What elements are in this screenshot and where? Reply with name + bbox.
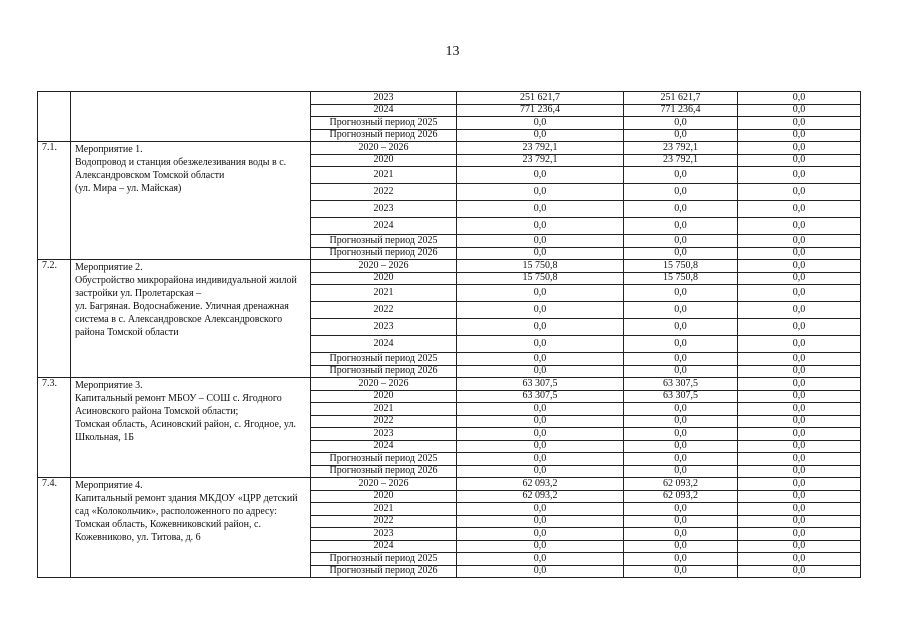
total-value-cell: 0,0: [457, 515, 624, 528]
other-value-cell: 0,0: [738, 117, 861, 130]
period-cell: 2020: [311, 154, 457, 167]
other-value-cell: 0,0: [738, 553, 861, 566]
total-value-cell: 0,0: [457, 285, 624, 302]
measure-description: [71, 142, 311, 260]
period-cell: Прогнозный период 2025: [311, 235, 457, 248]
federal-value-cell: 15 750,8: [624, 260, 738, 273]
period-cell: 2022: [311, 302, 457, 319]
federal-value-cell: 0,0: [624, 201, 738, 218]
period-cell: 2024: [311, 540, 457, 553]
federal-value-cell: 15 750,8: [624, 272, 738, 285]
other-value-cell: 0,0: [738, 440, 861, 453]
period-cell: 2020 – 2026: [311, 260, 457, 273]
period-cell: 2021: [311, 167, 457, 184]
period-cell: Прогнозный период 2026: [311, 247, 457, 260]
other-value-cell: 0,0: [738, 478, 861, 491]
measure-description: [71, 378, 311, 478]
period-cell: 2020 – 2026: [311, 378, 457, 391]
budget-table: [37, 91, 861, 578]
total-value-cell: 0,0: [457, 540, 624, 553]
total-value-cell: 0,0: [457, 403, 624, 416]
measure-description-line: (ул. Мира – ул. Майская): [75, 183, 182, 194]
period-cell: 2020 – 2026: [311, 478, 457, 491]
other-value-cell: 0,0: [738, 465, 861, 478]
federal-value-cell: 0,0: [624, 453, 738, 466]
page-number: 13: [445, 44, 460, 59]
table-row: [38, 378, 861, 391]
period-cell: 2023: [311, 528, 457, 541]
total-value-cell: 0,0: [457, 117, 624, 130]
total-value-cell: 0,0: [457, 319, 624, 336]
measure-number: 7.3.: [38, 378, 71, 478]
measure-description-line: ул. Багряная. Водоснабжение. Уличная дренажная система в с. Александровское Александровского района Томской области: [75, 301, 289, 338]
other-value-cell: 0,0: [738, 428, 861, 441]
period-cell: 2023: [311, 201, 457, 218]
federal-value-cell: 0,0: [624, 235, 738, 248]
federal-value-cell: 0,0: [624, 319, 738, 336]
period-cell: Прогнозный период 2026: [311, 129, 457, 142]
federal-value-cell: 23 792,1: [624, 154, 738, 167]
table-row: [38, 92, 861, 105]
total-value-cell: 15 750,8: [457, 272, 624, 285]
table-row: [38, 478, 861, 491]
period-cell: Прогнозный период 2025: [311, 117, 457, 130]
measure-description-line: Мероприятие 1.: [75, 144, 143, 155]
measure-number-cell: [38, 92, 71, 142]
federal-value-cell: 62 093,2: [624, 490, 738, 503]
measure-description-line: Томская область, Асиновский район, с. Ягодное, ул. Школьная, 1Б: [75, 419, 296, 443]
other-value-cell: 0,0: [738, 319, 861, 336]
period-cell: 2022: [311, 184, 457, 201]
total-value-cell: 0,0: [457, 428, 624, 441]
other-value-cell: 0,0: [738, 167, 861, 184]
other-value-cell: 0,0: [738, 104, 861, 117]
federal-value-cell: 0,0: [624, 247, 738, 260]
period-cell: 2020: [311, 390, 457, 403]
total-value-cell: 251 621,7: [457, 92, 624, 105]
total-value-cell: 0,0: [457, 528, 624, 541]
other-value-cell: 0,0: [738, 184, 861, 201]
other-value-cell: 0,0: [738, 154, 861, 167]
period-cell: 2021: [311, 503, 457, 516]
federal-value-cell: 0,0: [624, 440, 738, 453]
other-value-cell: 0,0: [738, 247, 861, 260]
measure-description-line: Капитальный ремонт здания МКДОУ «ЦРР детский сад «Колокольчик», расположенного по адресу: Томская область, Кожевниковский район, с. Кожевниково, ул. Титова, д. 6: [75, 493, 298, 543]
period-cell: 2020 – 2026: [311, 142, 457, 155]
federal-value-cell: 0,0: [624, 428, 738, 441]
federal-value-cell: 63 307,5: [624, 390, 738, 403]
measure-description-line: Капитальный ремонт МБОУ – СОШ с. Ягодного Асиновского района Томской области;: [75, 393, 282, 417]
measure-description-line: Обустройство микрорайона индивидуальной жилой застройки ул. Пролетарская –: [75, 275, 297, 299]
federal-value-cell: 0,0: [624, 117, 738, 130]
measure-description-line: Мероприятие 2.: [75, 262, 143, 273]
period-cell: Прогнозный период 2026: [311, 465, 457, 478]
other-value-cell: 0,0: [738, 503, 861, 516]
total-value-cell: 0,0: [457, 465, 624, 478]
federal-value-cell: 0,0: [624, 302, 738, 319]
other-value-cell: 0,0: [738, 540, 861, 553]
federal-value-cell: 23 792,1: [624, 142, 738, 155]
other-value-cell: 0,0: [738, 272, 861, 285]
period-cell: Прогнозный период 2026: [311, 565, 457, 578]
federal-value-cell: 0,0: [624, 503, 738, 516]
period-cell: Прогнозный период 2025: [311, 553, 457, 566]
total-value-cell: 62 093,2: [457, 490, 624, 503]
other-value-cell: 0,0: [738, 218, 861, 235]
period-cell: 2022: [311, 515, 457, 528]
total-value-cell: 0,0: [457, 302, 624, 319]
total-value-cell: 23 792,1: [457, 142, 624, 155]
federal-value-cell: 63 307,5: [624, 378, 738, 391]
total-value-cell: 23 792,1: [457, 154, 624, 167]
measure-description-line: Мероприятие 3.: [75, 380, 143, 391]
total-value-cell: 0,0: [457, 553, 624, 566]
total-value-cell: 0,0: [457, 218, 624, 235]
federal-value-cell: 0,0: [624, 553, 738, 566]
total-value-cell: 63 307,5: [457, 378, 624, 391]
other-value-cell: 0,0: [738, 285, 861, 302]
federal-value-cell: 251 621,7: [624, 92, 738, 105]
federal-value-cell: 0,0: [624, 415, 738, 428]
measure-description: [71, 478, 311, 578]
other-value-cell: 0,0: [738, 565, 861, 578]
other-value-cell: 0,0: [738, 201, 861, 218]
other-value-cell: 0,0: [738, 378, 861, 391]
period-cell: 2020: [311, 490, 457, 503]
federal-value-cell: 0,0: [624, 403, 738, 416]
other-value-cell: 0,0: [738, 415, 861, 428]
federal-value-cell: 0,0: [624, 167, 738, 184]
period-cell: 2024: [311, 440, 457, 453]
total-value-cell: 0,0: [457, 503, 624, 516]
measure-number: 7.4.: [38, 478, 71, 578]
period-cell: 2020: [311, 272, 457, 285]
total-value-cell: 0,0: [457, 201, 624, 218]
measure-description: [71, 260, 311, 378]
measure-number: 7.1.: [38, 142, 71, 260]
period-cell: 2023: [311, 428, 457, 441]
period-cell: 2021: [311, 285, 457, 302]
period-cell: Прогнозный период 2025: [311, 353, 457, 366]
period-cell: 2021: [311, 403, 457, 416]
period-cell: 2023: [311, 92, 457, 105]
federal-value-cell: 0,0: [624, 540, 738, 553]
period-cell: 2023: [311, 319, 457, 336]
period-cell: 2024: [311, 104, 457, 117]
federal-value-cell: 0,0: [624, 184, 738, 201]
federal-value-cell: 0,0: [624, 285, 738, 302]
total-value-cell: 0,0: [457, 336, 624, 353]
other-value-cell: 0,0: [738, 515, 861, 528]
other-value-cell: 0,0: [738, 353, 861, 366]
measure-description-line: Мероприятие 4.: [75, 480, 143, 491]
total-value-cell: 0,0: [457, 235, 624, 248]
total-value-cell: 0,0: [457, 167, 624, 184]
other-value-cell: 0,0: [738, 390, 861, 403]
federal-value-cell: 771 236,4: [624, 104, 738, 117]
federal-value-cell: 62 093,2: [624, 478, 738, 491]
federal-value-cell: 0,0: [624, 353, 738, 366]
other-value-cell: 0,0: [738, 302, 861, 319]
period-cell: 2024: [311, 218, 457, 235]
other-value-cell: 0,0: [738, 336, 861, 353]
measure-description-line: Водопровод и станция обезжелезивания воды в с. Александровском Томской области: [75, 157, 287, 181]
total-value-cell: 0,0: [457, 440, 624, 453]
total-value-cell: 0,0: [457, 565, 624, 578]
federal-value-cell: 0,0: [624, 336, 738, 353]
other-value-cell: 0,0: [738, 129, 861, 142]
total-value-cell: 0,0: [457, 415, 624, 428]
period-cell: Прогнозный период 2025: [311, 453, 457, 466]
federal-value-cell: 0,0: [624, 528, 738, 541]
total-value-cell: 63 307,5: [457, 390, 624, 403]
federal-value-cell: 0,0: [624, 365, 738, 378]
measure-description-cell: [71, 92, 311, 142]
total-value-cell: 0,0: [457, 247, 624, 260]
period-cell: 2024: [311, 336, 457, 353]
federal-value-cell: 0,0: [624, 465, 738, 478]
total-value-cell: 0,0: [457, 184, 624, 201]
other-value-cell: 0,0: [738, 235, 861, 248]
other-value-cell: 0,0: [738, 528, 861, 541]
total-value-cell: 0,0: [457, 129, 624, 142]
other-value-cell: 0,0: [738, 490, 861, 503]
total-value-cell: 15 750,8: [457, 260, 624, 273]
total-value-cell: 0,0: [457, 453, 624, 466]
federal-value-cell: 0,0: [624, 129, 738, 142]
measure-number: 7.2.: [38, 260, 71, 378]
other-value-cell: 0,0: [738, 142, 861, 155]
table-row: [38, 142, 861, 155]
table-row: [38, 260, 861, 273]
total-value-cell: 0,0: [457, 353, 624, 366]
period-cell: 2022: [311, 415, 457, 428]
other-value-cell: 0,0: [738, 453, 861, 466]
other-value-cell: 0,0: [738, 403, 861, 416]
federal-value-cell: 0,0: [624, 565, 738, 578]
federal-value-cell: 0,0: [624, 515, 738, 528]
total-value-cell: 0,0: [457, 365, 624, 378]
other-value-cell: 0,0: [738, 92, 861, 105]
total-value-cell: 62 093,2: [457, 478, 624, 491]
other-value-cell: 0,0: [738, 365, 861, 378]
period-cell: Прогнозный период 2026: [311, 365, 457, 378]
total-value-cell: 771 236,4: [457, 104, 624, 117]
other-value-cell: 0,0: [738, 260, 861, 273]
federal-value-cell: 0,0: [624, 218, 738, 235]
